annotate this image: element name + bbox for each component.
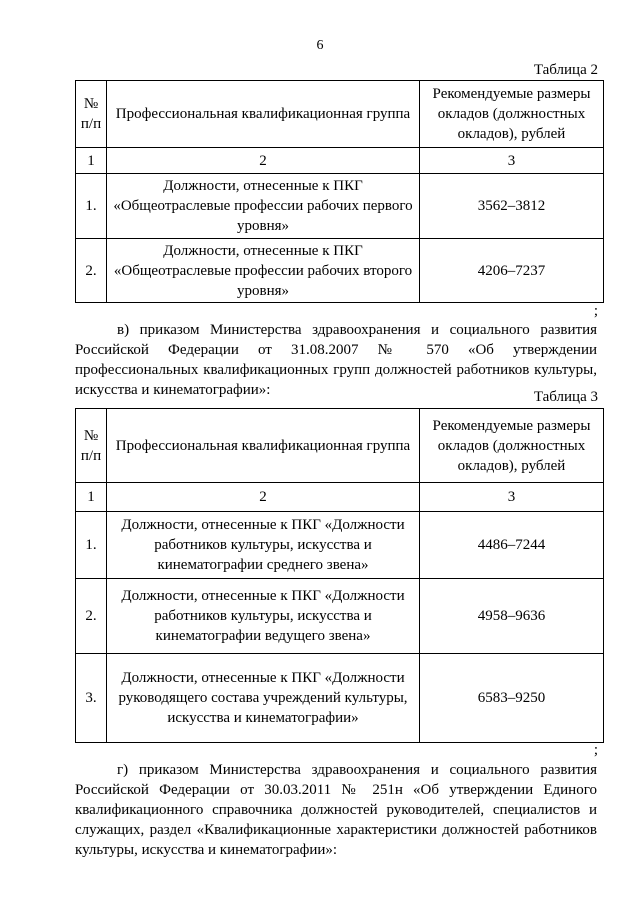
header-group: Профессиональная квалификационная группа — [107, 81, 420, 148]
page-number: 6 — [316, 38, 324, 53]
header-group: Профессиональная квалификационная группа — [107, 409, 420, 483]
table-2-caption: Таблица 2 — [533, 62, 598, 78]
index-cell: 3 — [420, 148, 604, 174]
semicolon: ; — [593, 742, 598, 758]
table-row — [76, 579, 604, 654]
row-group: Должности, отнесенные к ПКГ «Должности работников культуры, искусства и кинематографии ведущего звена» — [107, 579, 420, 654]
paragraph-v-text: в) приказом Министерства здравоохранения и социального развития Российской Федерации от 31.08.2007 № 570 «Об утверждении профессиональных квалификационных групп должностей работников культуры, искусства и кинематографии»: — [75, 322, 597, 398]
header-salary: Рекомендуемые размеры окладов (должностных окладов), рублей — [420, 81, 604, 148]
row-group: Должности, отнесенные к ПКГ «Общеотраслевые профессии рабочих первого уровня» — [107, 174, 420, 239]
index-cell: 2 — [107, 148, 420, 174]
row-group: Должности, отнесенные к ПКГ «Должности руководящего состава учреждений культуры, искусства и кинематографии» — [107, 654, 420, 743]
table-row — [76, 512, 604, 579]
row-salary: 6583–9250 — [420, 654, 604, 743]
header-num: № п/п — [76, 81, 107, 148]
paragraph-v — [75, 320, 597, 400]
table-row — [76, 654, 604, 743]
header-salary: Рекомендуемые размеры окладов (должностных окладов), рублей — [420, 409, 604, 483]
table-3-caption: Таблица 3 — [533, 389, 598, 405]
row-num: 2. — [76, 239, 107, 303]
table-index-row — [76, 483, 604, 512]
row-num: 3. — [76, 654, 107, 743]
table-3 — [75, 408, 604, 743]
header-num: № п/п — [76, 409, 107, 483]
table-header-row — [76, 81, 604, 148]
row-salary: 3562–3812 — [420, 174, 604, 239]
paragraph-g-text: г) приказом Министерства здравоохранения и социального развития Российской Федерации от 30.03.2011 № 251н «Об утверждении Единого квалификационного справочника должностей руководителей, специалистов и служащих, раздел «Квалификационные характеристики должностей работников культуры, искусства и кинематографии»: — [75, 762, 597, 858]
semicolon: ; — [593, 303, 598, 319]
row-salary: 4486–7244 — [420, 512, 604, 579]
index-cell: 3 — [420, 483, 604, 512]
table-header-row — [76, 409, 604, 483]
table-index-row — [76, 148, 604, 174]
table-row — [76, 174, 604, 239]
row-salary: 4958–9636 — [420, 579, 604, 654]
row-num: 2. — [76, 579, 107, 654]
row-group: Должности, отнесенные к ПКГ «Должности работников культуры, искусства и кинематографии среднего звена» — [107, 512, 420, 579]
index-cell: 1 — [76, 148, 107, 174]
row-num: 1. — [76, 174, 107, 239]
index-cell: 1 — [76, 483, 107, 512]
row-group: Должности, отнесенные к ПКГ «Общеотраслевые профессии рабочих второго уровня» — [107, 239, 420, 303]
paragraph-g — [75, 760, 597, 860]
table-row — [76, 239, 604, 303]
row-salary: 4206–7237 — [420, 239, 604, 303]
row-num: 1. — [76, 512, 107, 579]
table-2 — [75, 80, 604, 303]
index-cell: 2 — [107, 483, 420, 512]
